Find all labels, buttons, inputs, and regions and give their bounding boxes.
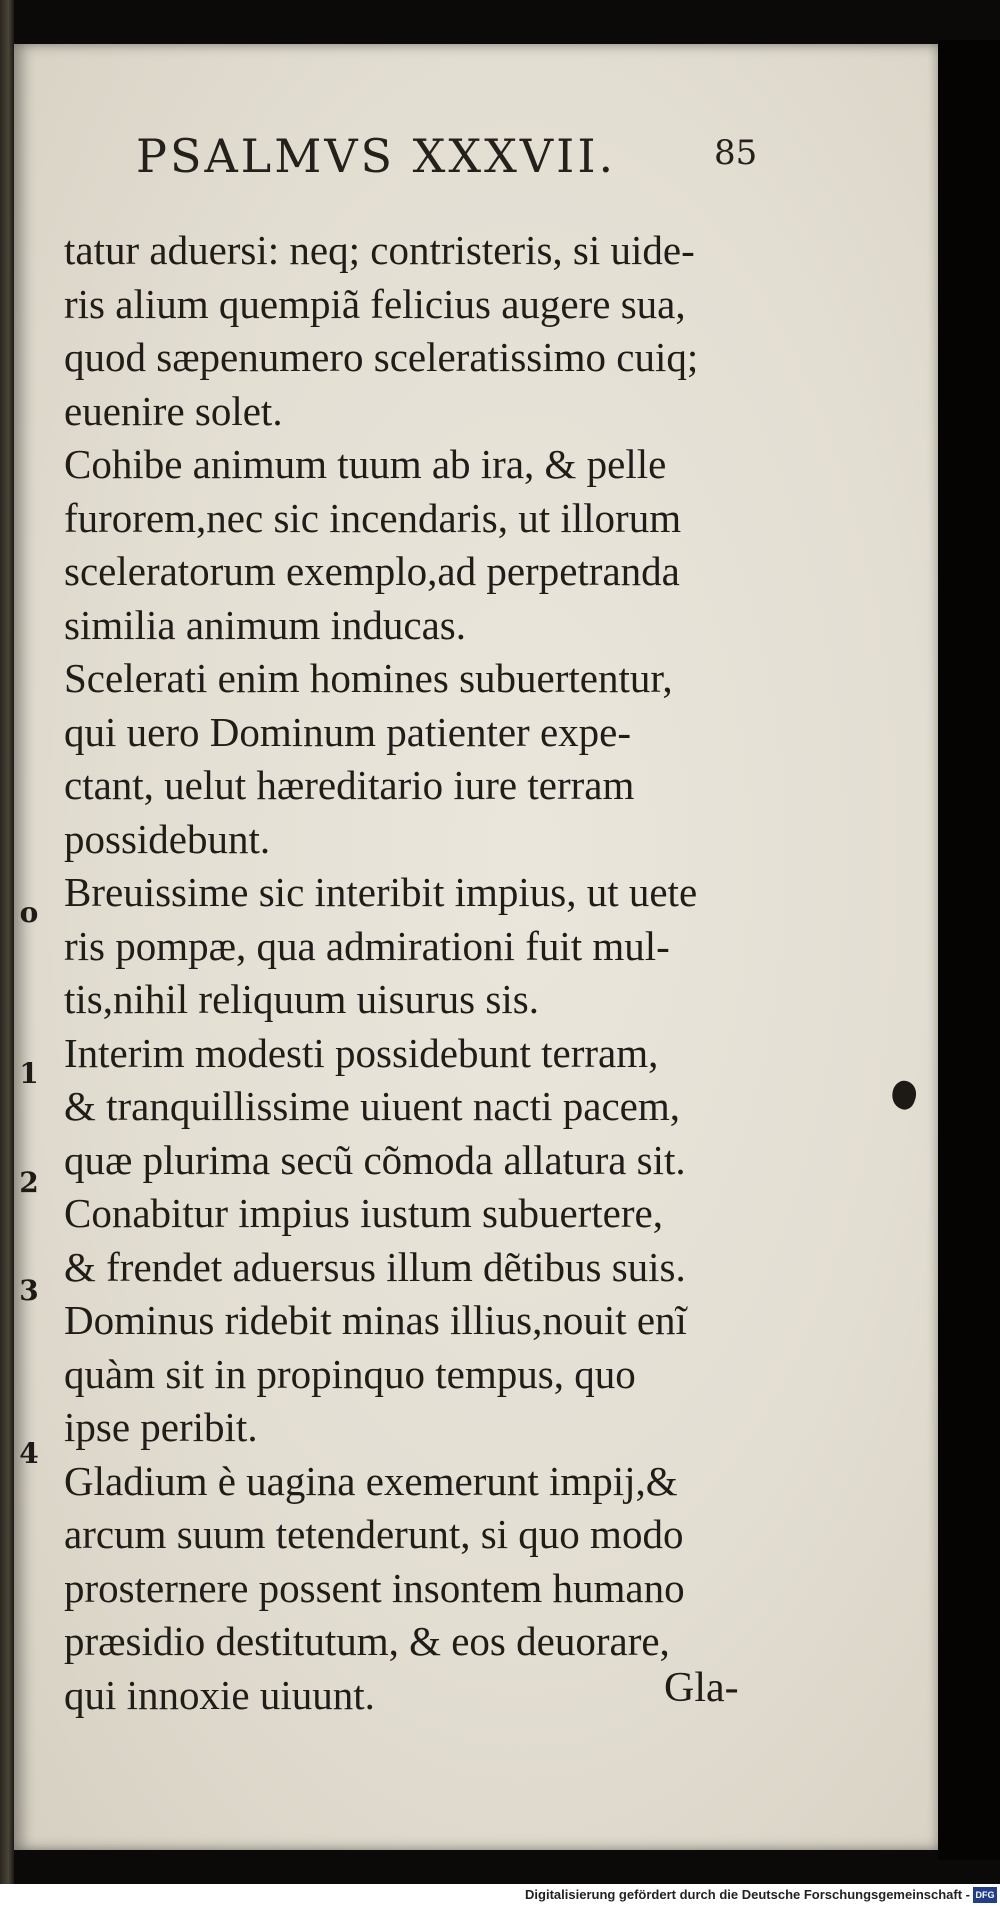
text-line: sceleratorum exemplo,ad perpetranda xyxy=(64,548,680,594)
verse-number-14: 4 xyxy=(19,1437,39,1470)
text-line: tis,nihil reliquum uisurus sis. xyxy=(64,976,539,1022)
text-line: præsidio destitutum, & eos deuorare, xyxy=(64,1618,670,1664)
text-line: Dominus ridebit minas illius,nouit enĩ xyxy=(64,1297,687,1343)
text-line: tatur aduersi: neq; contristeris, si uide- xyxy=(64,227,695,273)
text-line: & tranquillissime uiuent nacti pacem, xyxy=(64,1083,680,1129)
verse-number-11: 1 xyxy=(19,1057,39,1090)
text-line: Cohibe animum tuum ab ira, & pelle xyxy=(64,441,667,487)
ink-blot xyxy=(888,1078,920,1113)
page-number: 85 xyxy=(714,133,758,173)
text-line: & frendet aduersus illum dẽtibus suis. xyxy=(64,1243,686,1290)
running-head: PSALMVS XXXVII. xyxy=(136,129,617,183)
text-line: Conabitur impius iustum subuertere, xyxy=(64,1190,663,1236)
footer-bar xyxy=(0,1884,1000,1907)
catchword: Gla- xyxy=(664,1665,739,1711)
text-line: similia animum inducas. xyxy=(64,601,466,648)
text-line: furorem,nec sic incendaris, ut illorum xyxy=(64,494,682,541)
verse-number-10: o xyxy=(19,896,39,929)
text-line: ris alium quempiã felicius augere sua, xyxy=(64,280,686,327)
text-line: Scelerati enim homines subuertentur, xyxy=(64,655,673,701)
dfg-logo-icon: DFG xyxy=(973,1887,997,1903)
body-text xyxy=(64,224,764,1722)
verse-number-12: 2 xyxy=(19,1166,39,1199)
text-line: qui innoxie uiuunt. xyxy=(64,1671,375,1718)
text-line: prosternere possent insontem humano xyxy=(64,1564,685,1611)
text-line: ipse peribit. xyxy=(64,1404,258,1450)
text-line: ctant, uelut hæreditario iure terram xyxy=(64,762,635,808)
text-line: Gladium è uagina exemerunt impij,& xyxy=(64,1457,678,1504)
book-page xyxy=(14,44,938,1850)
text-line: euenire solet. xyxy=(64,387,283,434)
text-line: Breuissime sic interibit impius, ut uete xyxy=(64,869,698,915)
text-line: quàm sit in propinquo tempus, quo xyxy=(64,1350,636,1397)
verse-number-13: 3 xyxy=(19,1274,39,1307)
scan-background xyxy=(938,40,1000,1860)
text-line: qui uero Dominum patienter expe- xyxy=(64,708,631,755)
page-header xyxy=(136,129,776,209)
funding-notice: Digitalisierung gefördert durch die Deutsche Forschungsgemeinschaft - xyxy=(525,1887,970,1902)
text-line: ris pompæ, qua admirationi fuit mul- xyxy=(64,922,670,969)
text-line: quæ plurima secũ cõmoda allatura sit. xyxy=(64,1136,686,1183)
text-line: arcum suum tetenderunt, si quo modo xyxy=(64,1511,684,1557)
book-gutter xyxy=(0,0,14,1907)
text-line: Interim modesti possidebunt terram, xyxy=(64,1029,659,1076)
text-line: possidebunt. xyxy=(64,815,271,862)
text-line: quod sæpenumero sceleratissimo cuiq; xyxy=(64,334,699,380)
